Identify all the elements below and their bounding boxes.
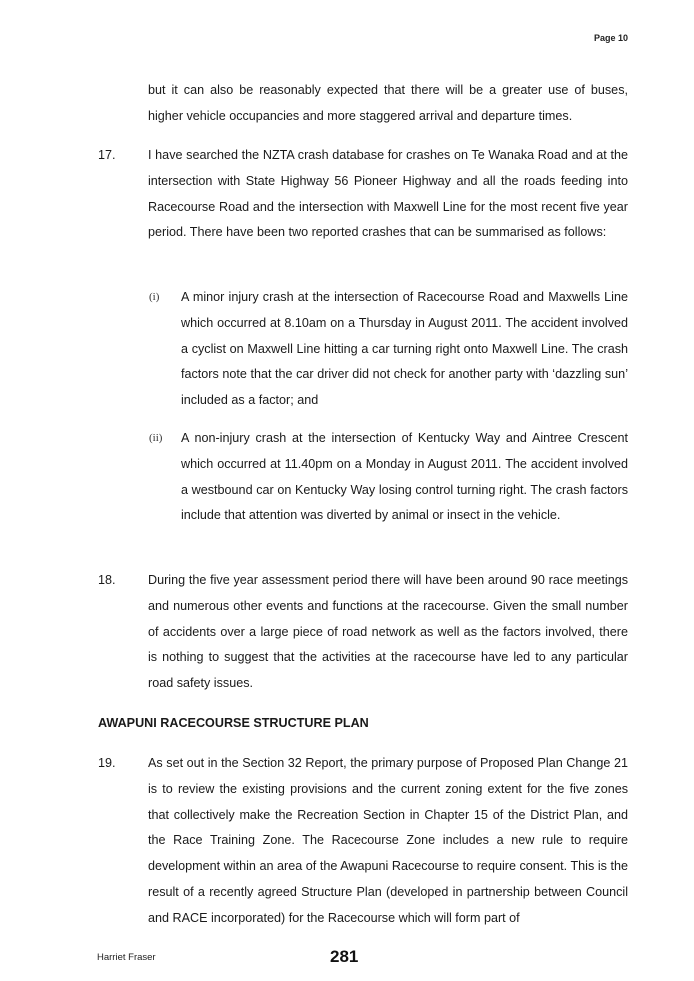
- continuation-paragraph: but it can also be reasonably expected that there will be a greater use of buses, higher vehicle occupancies and more staggered arrival and departure times.: [148, 83, 628, 123]
- footer-page-number: 281: [330, 947, 359, 966]
- paragraph-17-number: 17.: [98, 148, 116, 162]
- page-number-label: Page 10: [593, 33, 628, 43]
- section-heading: AWAPUNI RACECOURSE STRUCTURE PLAN: [98, 716, 369, 730]
- paragraph-19-text: As set out in the Section 32 Report, the primary purpose of Proposed Plan Change 21 is to review the existing provisions and the current zoning extent for the five zones that collectively make the Recreation Section in Chapter 15 of the District Plan, and the Race Training Zone. The Racecourse Zone includes a new rule to require development within an area of the Awapuni Racecourse to require consent. This is the result of a recently agreed Structure Plan (developed in partnership between Council and RACE incorporated) for the Racecourse which will form part of: [148, 756, 628, 925]
- sub-item-i-text: A minor injury crash at the intersection of Racecourse Road and Maxwells Line which occurred at 8.10am on a Thursday in August 2011. The accident involved a cyclist on Maxwell Line hitting a car turning right onto Maxwell Line. The crash factors note that the car driver did not check for another party with ‘dazzling sun’ included as a factor; and: [181, 290, 628, 408]
- paragraph-18-text: During the five year assessment period there will have been around 90 race meetings and numerous other events and functions at the racecourse. Given the small number of accidents over a large piece of road network as well as the factors involved, there is nothing to suggest that the activities at the racecourse have led to any particular road safety issues.: [148, 573, 628, 691]
- sub-item-ii-marker: (ii): [149, 432, 163, 444]
- footer-author: Harriet Fraser: [97, 952, 156, 963]
- sub-item-i-marker: (i): [149, 291, 160, 303]
- paragraph-19-number: 19.: [98, 756, 116, 770]
- paragraph-18-number: 18.: [98, 573, 116, 587]
- sub-item-ii-text: A non-injury crash at the intersection of Kentucky Way and Aintree Crescent which occurred at 11.40pm on a Monday in August 2011. The accident involved a westbound car on Kentucky Way losing control turning right. The crash factors include that attention was diverted by animal or insect in the vehicle.: [181, 431, 628, 523]
- paragraph-17-text: I have searched the NZTA crash database for crashes on Te Wanaka Road and at the intersection with State Highway 56 Pioneer Highway and all the roads feeding into Racecourse Road and the intersection with Maxwell Line for the most recent five year period. There have been two reported crashes that can be summarised as follows:: [148, 148, 628, 240]
